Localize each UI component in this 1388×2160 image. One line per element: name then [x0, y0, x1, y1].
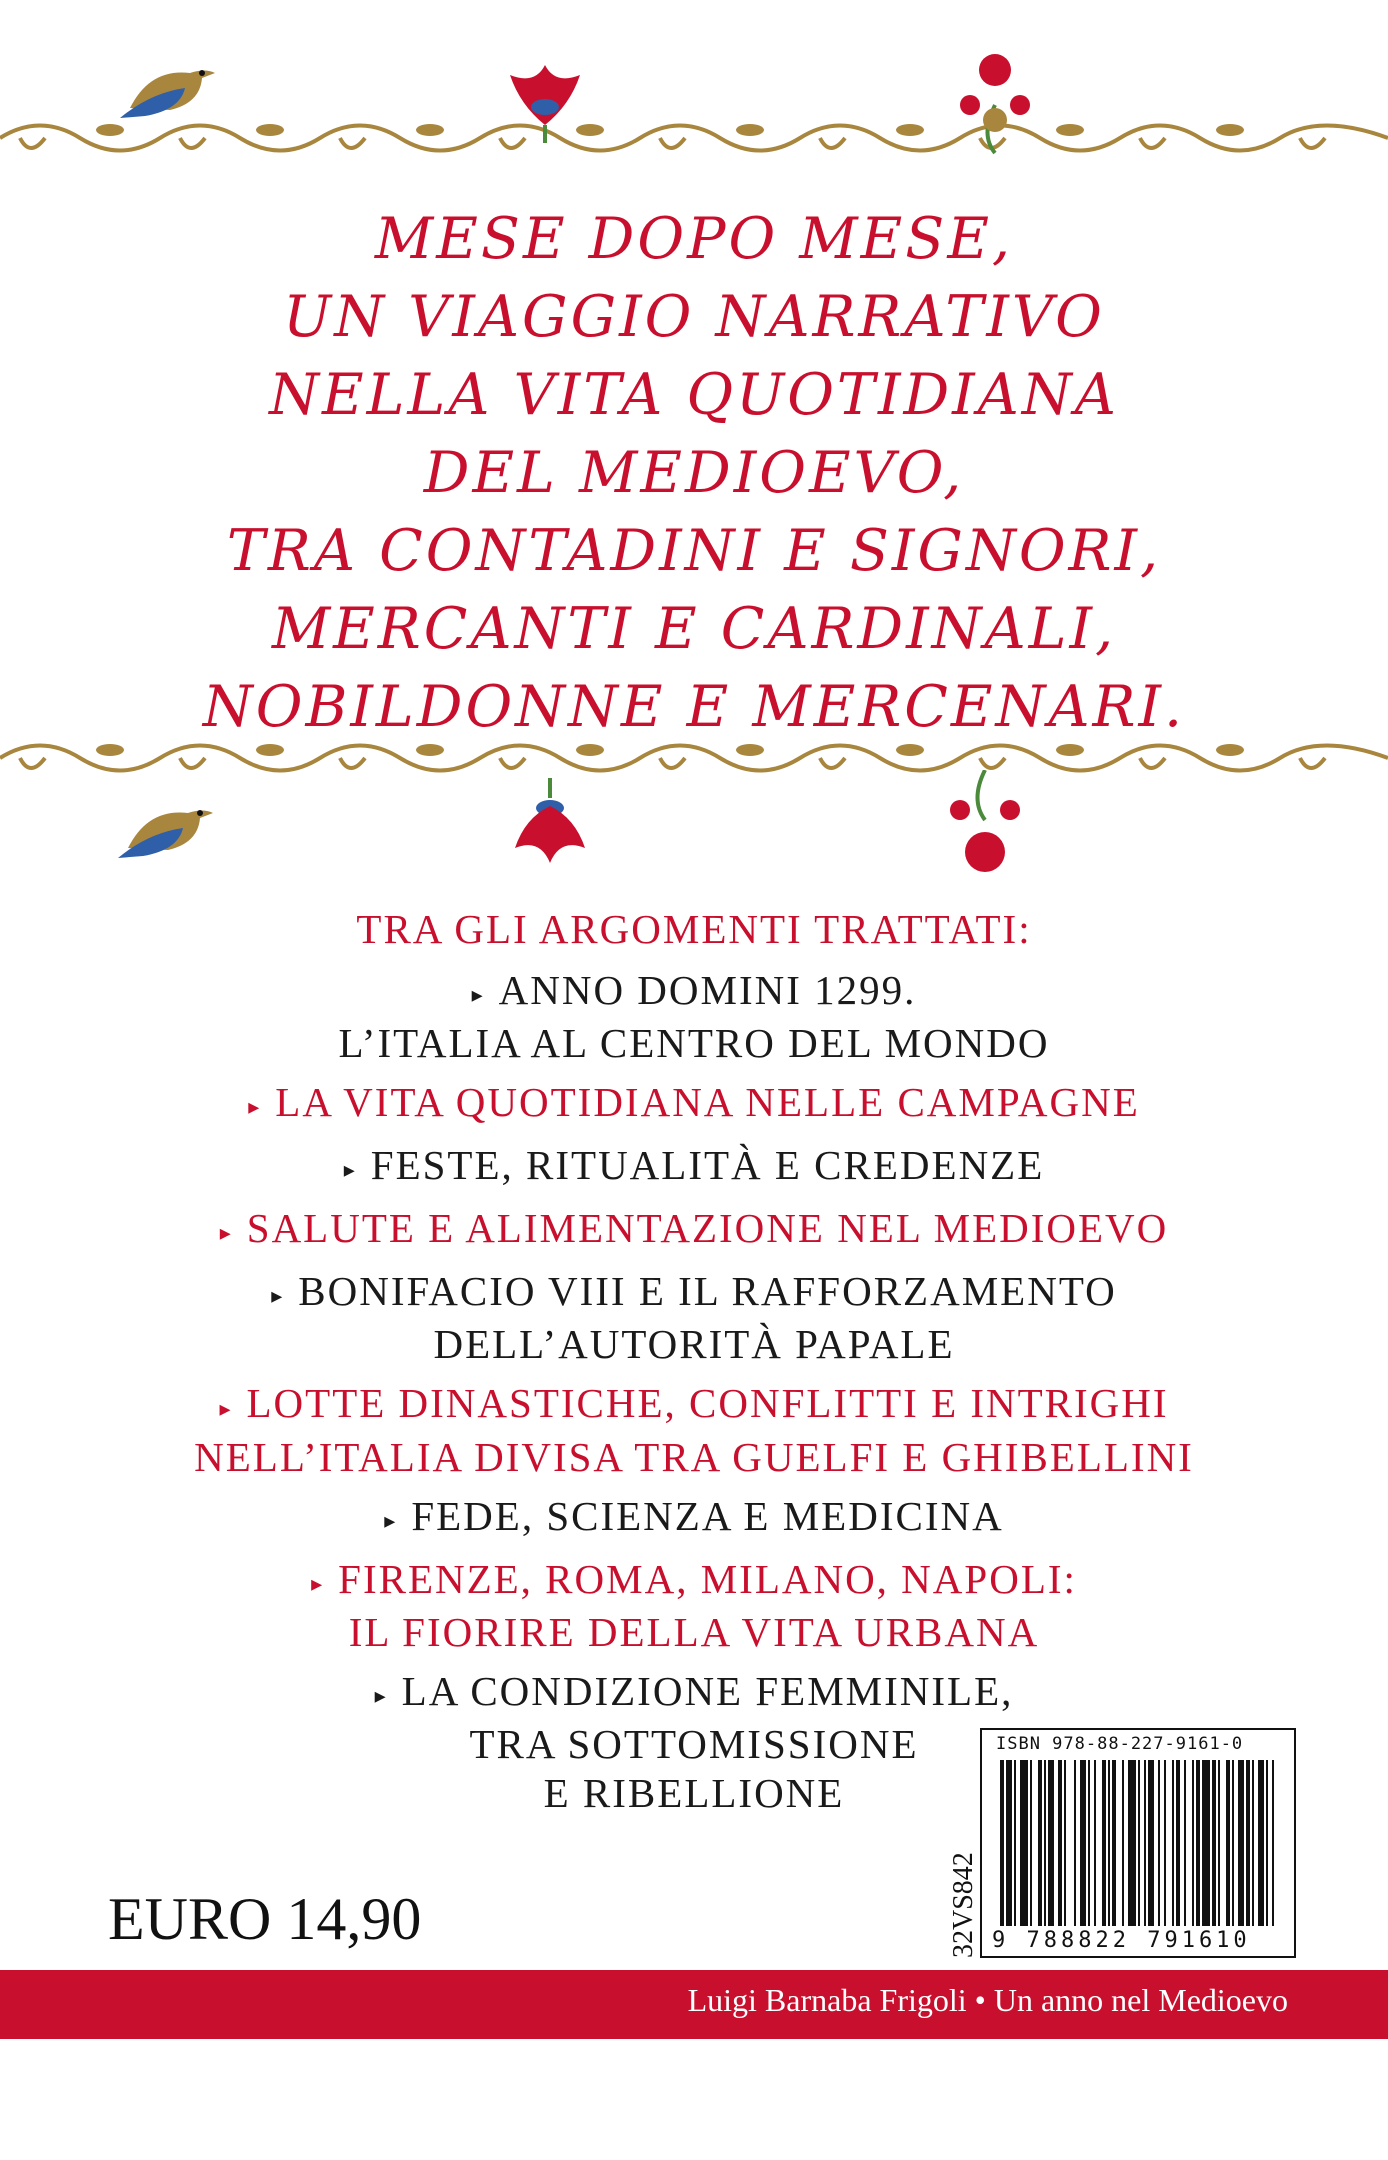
topic-text: ANNO DOMINI 1299. [498, 967, 917, 1013]
bullet-icon: ▸ [311, 1570, 325, 1596]
bullet-icon: ▸ [374, 1682, 388, 1708]
topic-item [0, 1204, 1388, 1257]
topic-line: E RIBELLIONE [543, 1769, 845, 1816]
topic-line [0, 1379, 1388, 1432]
barcode-bar [1258, 1760, 1264, 1926]
bird-icon [108, 788, 218, 868]
rose-icon [930, 770, 1040, 880]
topic-item [0, 1141, 1388, 1194]
catalog-code: 32VS842 [948, 1852, 979, 1958]
barcode-bar [1020, 1760, 1028, 1926]
barcode-bar [1158, 1760, 1160, 1926]
headline-line: NOBILDONNE E MERCENARI. [202, 674, 1186, 740]
topic-text: LA VITA QUOTIDIANA NELLE CAMPAGNE [275, 1079, 1140, 1126]
red-flower-icon [500, 45, 590, 145]
barcode-bar [1226, 1760, 1230, 1926]
barcode-bar [1238, 1760, 1244, 1926]
barcode-bar [1202, 1760, 1210, 1926]
topic-line: DELL’AUTORITÀ PAPALE [433, 1321, 955, 1368]
topic-text: LOTTE DINASTICHE, CONFLITTI E INTRIGHI [246, 1380, 1169, 1427]
topic-item [0, 1267, 1388, 1369]
topic-text: SALUTE E ALIMENTAZIONE NEL MEDIOEVO [246, 1205, 1169, 1252]
ean-number: 9 788822 791610 [992, 1928, 1251, 1953]
topic-item [0, 966, 1388, 1068]
topic-text: FESTE, RITUALITÀ E CREDENZE [370, 1142, 1045, 1189]
barcode-bar [1080, 1760, 1086, 1926]
bullet-icon: ▸ [219, 1395, 233, 1421]
barcode-bar [1108, 1760, 1110, 1926]
topics-list [0, 905, 1388, 1828]
barcode-bar [1006, 1760, 1012, 1926]
barcode-bar [1196, 1760, 1200, 1926]
headline-line: MESE DOPO MESE, [374, 206, 1014, 272]
barcode-bar [1232, 1760, 1234, 1926]
barcode-bar [1128, 1760, 1136, 1926]
barcode-bar [1176, 1760, 1180, 1926]
middle-scroll-border [0, 728, 1388, 788]
topic-line: IL FIORIRE DELLA VITA URBANA [348, 1608, 1040, 1655]
bullet-icon: ▸ [343, 1157, 357, 1183]
bullet-icon: ▸ [271, 1283, 285, 1309]
barcode-bar [1272, 1760, 1274, 1926]
barcode-bar [1164, 1760, 1166, 1926]
bullet-icon: ▸ [248, 1094, 262, 1120]
bullet-icon: ▸ [471, 982, 485, 1008]
topic-line [0, 1555, 1388, 1608]
barcode-bar [1246, 1760, 1250, 1926]
topic-item [0, 1555, 1388, 1657]
headline-line: TRA CONTADINI E SIGNORI, [226, 518, 1162, 584]
red-flower-icon [505, 778, 595, 878]
barcode-bars [1000, 1760, 1276, 1926]
topic-line [0, 1141, 1388, 1194]
barcode-bar [1074, 1760, 1076, 1926]
price: EURO 14,90 [108, 1886, 422, 1952]
author-title: Luigi Barnaba Frigoli • Un anno nel Medioevo [687, 1982, 1288, 2018]
topic-line: NELL’ITALIA DIVISA TRA GUELFI E GHIBELLINI [194, 1433, 1194, 1480]
rose-icon [940, 45, 1050, 155]
barcode-bar [1044, 1760, 1046, 1926]
barcode-bar [1038, 1760, 1042, 1926]
bullet-icon: ▸ [219, 1220, 233, 1246]
topic-line [0, 1204, 1388, 1257]
barcode-bar [1148, 1760, 1154, 1926]
topic-line: L’ITALIA AL CENTRO DEL MONDO [338, 1020, 1050, 1067]
topic-line: TRA SOTTOMISSIONE [469, 1720, 919, 1767]
barcode-bar [1048, 1760, 1054, 1926]
topic-item [0, 1379, 1388, 1481]
footer-band [0, 1970, 1388, 2039]
headline-line: UN VIAGGIO NARRATIVO [283, 284, 1105, 350]
barcode-bar [1094, 1760, 1096, 1926]
barcode-bar [1058, 1760, 1062, 1926]
topic-text: FIRENZE, ROMA, MILANO, NAPOLI: [338, 1555, 1077, 1602]
topic-text: BONIFACIO VIII E IL RAFFORZAMENTO [298, 1268, 1117, 1315]
isbn-label: ISBN 978-88-227-9161-0 [996, 1734, 1244, 1754]
barcode-bar [1184, 1760, 1186, 1926]
barcode-bar [1088, 1760, 1090, 1926]
barcode-bar [1252, 1760, 1254, 1926]
barcode-bar [1266, 1760, 1268, 1926]
topic-line [0, 1492, 1388, 1545]
topic-item [0, 1492, 1388, 1545]
barcode-bar [1112, 1760, 1116, 1926]
bird-icon [110, 48, 220, 128]
barcode-bar [1102, 1760, 1106, 1926]
barcode-bar [1144, 1760, 1146, 1926]
barcode-bar [1218, 1760, 1220, 1926]
barcode [980, 1728, 1296, 1958]
barcode-bar [1212, 1760, 1216, 1926]
headline [0, 200, 1388, 746]
topic-item [0, 1078, 1388, 1131]
barcode-bar [1122, 1760, 1124, 1926]
headline-line: MERCANTI E CARDINALI, [271, 596, 1117, 662]
topic-line [0, 1667, 1388, 1720]
barcode-bar [1192, 1760, 1194, 1926]
topic-line [0, 1078, 1388, 1131]
headline-line: DEL MEDIOEVO, [423, 440, 965, 506]
topic-text: LA CONDIZIONE FEMMINILE, [401, 1667, 1014, 1714]
topic-line [0, 1267, 1388, 1320]
bullet-icon: ▸ [384, 1507, 398, 1533]
topic-text: FEDE, SCIENZA E MEDICINA [411, 1492, 1004, 1539]
topics-heading: TRA GLI ARGOMENTI TRATTATI: [356, 906, 1032, 952]
barcode-bar [1172, 1760, 1174, 1926]
headline-line: NELLA VITA QUOTIDIANA [269, 362, 1119, 428]
barcode-bar [1030, 1760, 1032, 1926]
barcode-bar [1138, 1760, 1140, 1926]
barcode-bar [1064, 1760, 1066, 1926]
topic-line [0, 966, 1388, 1019]
barcode-bar [1000, 1760, 1004, 1926]
barcode-bar [1014, 1760, 1016, 1926]
